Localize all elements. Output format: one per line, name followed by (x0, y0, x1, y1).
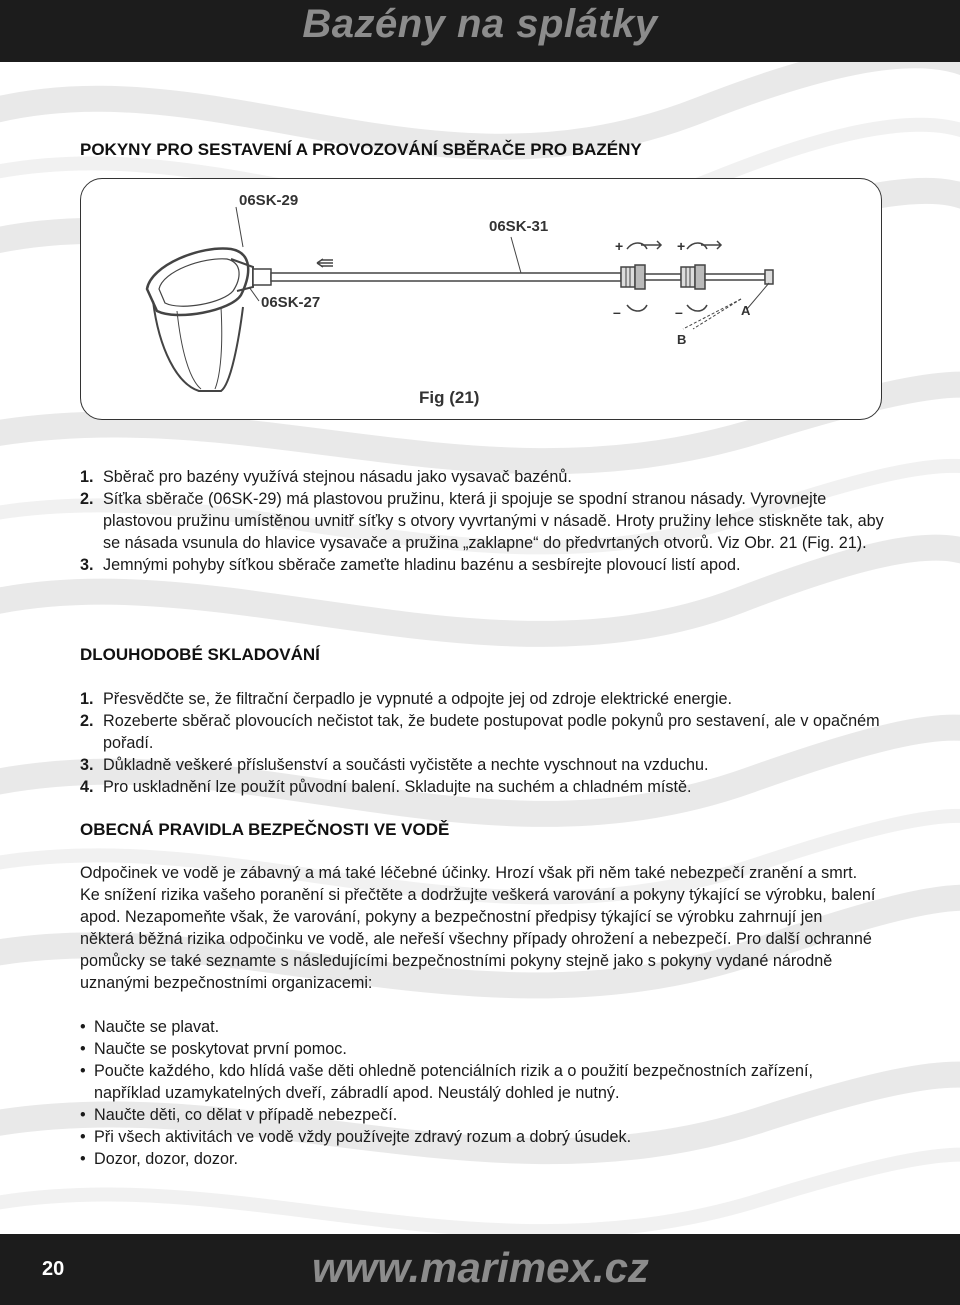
storage-steps-list (80, 688, 890, 798)
footer-website-url: www.marimex.cz (312, 1244, 649, 1291)
svg-text:–: – (613, 304, 621, 320)
list-item: • Dozor, dozor, dozor. (80, 1150, 238, 1168)
label-06sk-29: 06SK-29 (239, 192, 299, 209)
safety-bullet-list (80, 1016, 880, 1170)
svg-text:–: – (675, 304, 683, 320)
insert-direction-arrow (317, 259, 333, 267)
label-a: A (741, 303, 751, 318)
page-number: 20 (42, 1258, 65, 1280)
list-item: 2. Síťka sběrače (06SK-29) má plastovou pružinu, která ji spojuje se spodní stranou násady. Vyrovnejte plastovou pružinu umístěnou uvnitř síťky s otvory vyvrtanými v násadě. Hroty pružiny lehce stiskněte tak, aby se násada vsunula do hlavice vysavače a pružina „zaklapne“ do předvrtaných otvorů. Viz Obr. 21 (Fig. 21). (80, 490, 884, 552)
section-heading-safety: OBECNÁ PRAVIDLA BEZPEČNOSTI VE VODĚ (80, 820, 450, 839)
figure-caption: Fig (21) (419, 388, 480, 407)
figure-21 (80, 178, 882, 420)
svg-text:+: + (677, 238, 686, 254)
section-heading-assembly: POKYNY PRO SESTAVENÍ A PROVOZOVÁNÍ SBĚRAČE PRO BAZÉNY (80, 140, 642, 159)
svg-text:+: + (615, 238, 624, 254)
list-item: 4. Pro uskladnění lze použít původní balení. Skladujte na suchém a chladném místě. (80, 778, 692, 796)
list-item: 3. Jemnými pohyby síťkou sběrače zameťte hladinu bazénu a sesbírejte plovoucí listí apod. (80, 556, 741, 574)
skimmer-diagram (81, 179, 881, 419)
header-bar (0, 0, 960, 62)
safety-paragraph: Odpočinek ve vodě je zábavný a má také léčebné účinky. Hrozí však při něm také nebezpečí zranění a smrt. Ke snížení rizika vašeho poranění si přečtěte a dodržujte veškerá varování a pokyny týkající se výrobku, balení apod. Nezapomeňte však, že varování, pokyny a bezpečnostní předpisy týkající se výrobku zahrnují jen některá běžná rizika odpočinku ve vodě, ale neřeší všechny případy ohrožení a nebezpečí. Pro další ochranné pomůcky se také seznamte s následujícími bezpečnostními pokyny stejně jako s pokyny vydané národně uznanými bezpečnostními organizacemi: (80, 864, 876, 992)
list-item: • Poučte každého, kdo hlídá vaše děti ohledně potenciálních rizik a o použití bezpečnostních zařízení, například uzamykatelných dveří, zábradlí apod. Neustálý dohled je nutný. (80, 1062, 814, 1102)
section-heading-storage: DLOUHODOBÉ SKLADOVÁNÍ (80, 645, 320, 664)
page-header-title: Bazény na splátky (302, 2, 658, 46)
list-item: • Naučte děti, co dělat v případě nebezpečí. (80, 1106, 398, 1124)
list-item: 3. Důkladně veškeré příslušenství a součásti vyčistěte a nechte vyschnout na vzduchu. (80, 756, 709, 774)
list-item: 2. Rozeberte sběrač plovoucích nečistot tak, že budete postupovat podle pokynů pro sestavení, ale v opačném pořadí. (80, 712, 880, 752)
telescopic-pole-illustration (253, 265, 773, 289)
list-item: • Naučte se plavat. (80, 1018, 220, 1036)
assembly-steps-list (80, 466, 890, 576)
label-06sk-31: 06SK-31 (489, 218, 549, 235)
label-06sk-27: 06SK-27 (261, 294, 321, 311)
list-item: 1. Přesvědčte se, že filtrační čerpadlo je vypnuté a odpojte jej od zdroje elektrické energie. (80, 690, 732, 708)
list-item: • Naučte se poskytovat první pomoc. (80, 1040, 347, 1058)
skimmer-net-illustration (147, 248, 253, 391)
footer-bar (0, 1234, 960, 1305)
list-item: • Při všech aktivitách ve vodě vždy používejte zdravý rozum a dobrý úsudek. (80, 1128, 632, 1146)
label-b: B (677, 332, 687, 347)
list-item: 1. Sběrač pro bazény využívá stejnou násadu jako vysavač bazénů. (80, 468, 572, 486)
